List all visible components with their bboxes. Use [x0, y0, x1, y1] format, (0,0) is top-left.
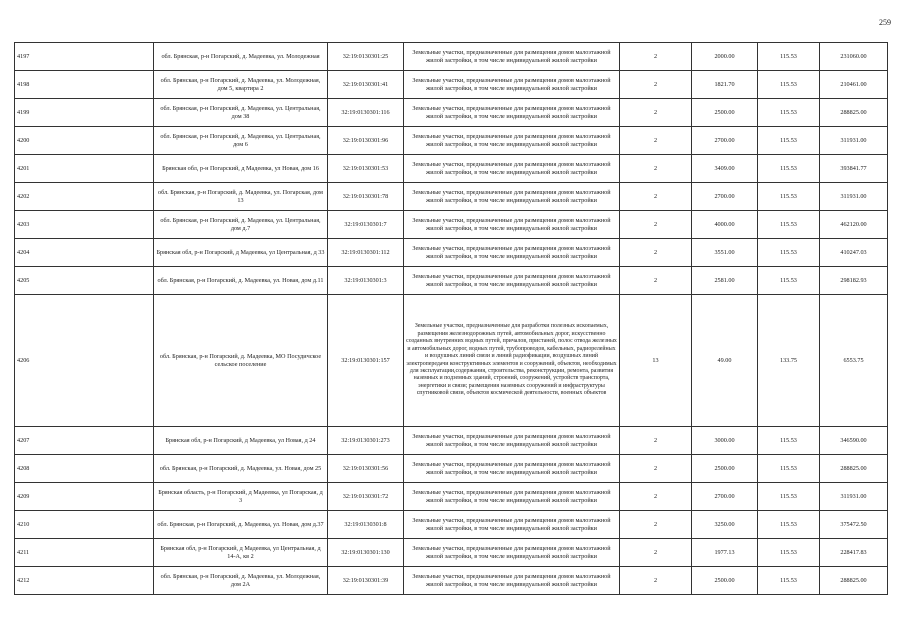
area-cell: 3000.00	[692, 427, 758, 455]
group-cell: 2	[620, 239, 692, 267]
land-use-cell: Земельные участки, предназначенные для размещения домов малоэтажной жилой застройки, в том числе индивидуальной жилой застройки	[404, 539, 620, 567]
specific-value-cell: 115.53	[758, 511, 820, 539]
address-cell: обл. Брянская, р-н Погарский, д. Мадеевка, ул. Молодежная	[154, 43, 328, 71]
cadastral-value-cell: 6553.75	[820, 295, 888, 427]
area-cell: 4000.00	[692, 211, 758, 239]
area-cell: 3409.00	[692, 155, 758, 183]
row-number: 4198	[15, 71, 154, 99]
land-use-cell: Земельные участки, предназначенные для размещения домов малоэтажной жилой застройки, в том числе индивидуальной жилой застройки	[404, 511, 620, 539]
specific-value-cell: 115.53	[758, 267, 820, 295]
row-number: 4201	[15, 155, 154, 183]
cadastral-value-cell: 288825.00	[820, 567, 888, 595]
specific-value-cell: 115.53	[758, 427, 820, 455]
address-cell: обл. Брянская, р-н Погарский, д. Мадеевка, ул. Молодежная, дом 2А	[154, 567, 328, 595]
group-cell: 2	[620, 183, 692, 211]
cadastral-value-cell: 311931.00	[820, 483, 888, 511]
group-cell: 2	[620, 267, 692, 295]
specific-value-cell: 115.53	[758, 239, 820, 267]
table-row	[15, 539, 888, 567]
land-use-cell: Земельные участки, предназначенные для размещения домов малоэтажной жилой застройки, в том числе индивидуальной жилой застройки	[404, 267, 620, 295]
area-cell: 2500.00	[692, 567, 758, 595]
row-number: 4202	[15, 183, 154, 211]
row-number: 4207	[15, 427, 154, 455]
group-cell: 2	[620, 511, 692, 539]
cadastral-number-cell: 32:19:0130301:273	[328, 427, 404, 455]
area-cell: 2500.00	[692, 99, 758, 127]
land-use-cell: Земельные участки, предназначенные для размещения домов малоэтажной жилой застройки, в том числе индивидуальной жилой застройки	[404, 239, 620, 267]
cadastral-value-cell: 346590.00	[820, 427, 888, 455]
table-row	[15, 71, 888, 99]
cadastral-value-cell: 311931.00	[820, 183, 888, 211]
land-use-cell: Земельные участки, предназначенные для размещения домов малоэтажной жилой застройки, в том числе индивидуальной жилой застройки	[404, 99, 620, 127]
address-cell: обл. Брянская, р-н Погарский, д. Мадеевка, ул. Погарская, дом 13	[154, 183, 328, 211]
specific-value-cell: 115.53	[758, 483, 820, 511]
cadastral-number-cell: 32:19:0130301:116	[328, 99, 404, 127]
land-use-cell: Земельные участки, предназначенные для размещения домов малоэтажной жилой застройки, в том числе индивидуальной жилой застройки	[404, 43, 620, 71]
address-cell: обл. Брянская, р-н Погарский, д. Мадеевка, ул. Центральная, дом 6	[154, 127, 328, 155]
cadastral-value-table	[14, 42, 888, 595]
table-row	[15, 455, 888, 483]
land-use-cell: Земельные участки, предназначенные для размещения домов малоэтажной жилой застройки, в том числе индивидуальной жилой застройки	[404, 127, 620, 155]
cadastral-value-cell: 298182.93	[820, 267, 888, 295]
row-number: 4204	[15, 239, 154, 267]
cadastral-number-cell: 32:19:0130301:53	[328, 155, 404, 183]
specific-value-cell: 115.53	[758, 99, 820, 127]
area-cell: 2700.00	[692, 127, 758, 155]
cadastral-number-cell: 32:19:0130301:112	[328, 239, 404, 267]
group-cell: 2	[620, 539, 692, 567]
cadastral-value-cell: 375472.50	[820, 511, 888, 539]
address-cell: обл. Брянская, р-н Погарский, д. Мадеевка, ул. Новая, дом д.11	[154, 267, 328, 295]
cadastral-value-cell: 410247.03	[820, 239, 888, 267]
cadastral-number-cell: 32:19:0130301:7	[328, 211, 404, 239]
address-cell: обл. Брянская, р-н Погарский, д. Мадеевка, ул. Новая, дом 25	[154, 455, 328, 483]
group-cell: 2	[620, 43, 692, 71]
area-cell: 2000.00	[692, 43, 758, 71]
table-row	[15, 99, 888, 127]
table-row	[15, 155, 888, 183]
land-use-cell: Земельные участки, предназначенные для размещения домов малоэтажной жилой застройки, в том числе индивидуальной жилой застройки	[404, 427, 620, 455]
cadastral-number-cell: 32:19:0130301:3	[328, 267, 404, 295]
area-cell: 3551.00	[692, 239, 758, 267]
row-number: 4210	[15, 511, 154, 539]
area-cell: 2500.00	[692, 455, 758, 483]
cadastral-number-cell: 32:19:0130301:157	[328, 295, 404, 427]
cadastral-number-cell: 32:19:0130301:72	[328, 483, 404, 511]
cadastral-number-cell: 32:19:0130301:41	[328, 71, 404, 99]
cadastral-number-cell: 32:19:0130301:130	[328, 539, 404, 567]
area-cell: 2581.00	[692, 267, 758, 295]
land-use-cell: Земельные участки, предназначенные для размещения домов малоэтажной жилой застройки, в том числе индивидуальной жилой застройки	[404, 567, 620, 595]
cadastral-value-cell: 288825.00	[820, 455, 888, 483]
address-cell: обл. Брянская, р-н Погарский, д. Мадеевка, ул. Центральная, дом д.7	[154, 211, 328, 239]
table-row	[15, 43, 888, 71]
cadastral-number-cell: 32:19:0130301:96	[328, 127, 404, 155]
row-number: 4208	[15, 455, 154, 483]
land-use-cell: Земельные участки, предназначенные для разработки полезных ископаемых, размещения железнодорожных путей, автомобильных дорог, искусственно созданных внутренних водных путей, причалов, пристаней, полос отвода железных и автомобильных дорог, водных путей, трубопроводов, кабельных, радиорелейных и воздушных линий связи и линий радиофикации, воздушных линий электропередачи конструктивных элементов и сооружений, объектов, необходимых для эксплуатации,содержания, строительства, реконструкции, ремонта, развития наземных и подземных зданий, строений, сооружений, устройств транспорта, энергетики и связи; размещения наземных сооружений и инфраструктуры спутниковой связи, объектов космической деятельности, военных объектов	[404, 295, 620, 427]
specific-value-cell: 133.75	[758, 295, 820, 427]
group-cell: 2	[620, 71, 692, 99]
table-row	[15, 183, 888, 211]
specific-value-cell: 115.53	[758, 127, 820, 155]
group-cell: 13	[620, 295, 692, 427]
table-row	[15, 511, 888, 539]
land-use-cell: Земельные участки, предназначенные для размещения домов малоэтажной жилой застройки, в том числе индивидуальной жилой застройки	[404, 483, 620, 511]
cadastral-value-cell: 210461.00	[820, 71, 888, 99]
address-cell: Брянская обл, р-н Погарский, д Мадеевка, ул Центральная, д 33	[154, 239, 328, 267]
cadastral-value-cell: 393841.77	[820, 155, 888, 183]
table-row	[15, 239, 888, 267]
table-row	[15, 211, 888, 239]
cadastral-number-cell: 32:19:0130301:25	[328, 43, 404, 71]
land-use-cell: Земельные участки, предназначенные для размещения домов малоэтажной жилой застройки, в том числе индивидуальной жилой застройки	[404, 183, 620, 211]
specific-value-cell: 115.53	[758, 183, 820, 211]
cadastral-value-cell: 228417.83	[820, 539, 888, 567]
specific-value-cell: 115.53	[758, 155, 820, 183]
table-row	[15, 427, 888, 455]
row-number: 4200	[15, 127, 154, 155]
row-number: 4197	[15, 43, 154, 71]
address-cell: Брянская область, р-н Погарский, д Мадеевка, ул Погарская, д 3	[154, 483, 328, 511]
row-number: 4205	[15, 267, 154, 295]
group-cell: 2	[620, 155, 692, 183]
table-row	[15, 127, 888, 155]
row-number: 4206	[15, 295, 154, 427]
cadastral-number-cell: 32:19:0130301:78	[328, 183, 404, 211]
area-cell: 2700.00	[692, 483, 758, 511]
cadastral-value-cell: 231060.00	[820, 43, 888, 71]
area-cell: 1821.70	[692, 71, 758, 99]
address-cell: Брянская обл, р-н Погарский, д Мадеевка, ул Новая, д 24	[154, 427, 328, 455]
group-cell: 2	[620, 427, 692, 455]
page-number: 259	[879, 18, 891, 27]
area-cell: 1977.13	[692, 539, 758, 567]
address-cell: обл. Брянская, р-н Погарский, д. Мадеевка, ул. Центральная, дом 38	[154, 99, 328, 127]
group-cell: 2	[620, 99, 692, 127]
table-row	[15, 483, 888, 511]
area-cell: 2700.00	[692, 183, 758, 211]
specific-value-cell: 115.53	[758, 539, 820, 567]
specific-value-cell: 115.53	[758, 211, 820, 239]
group-cell: 2	[620, 483, 692, 511]
land-use-cell: Земельные участки, предназначенные для размещения домов малоэтажной жилой застройки, в том числе индивидуальной жилой застройки	[404, 71, 620, 99]
row-number: 4209	[15, 483, 154, 511]
address-cell: обл. Брянская, р-н Погарский, д. Мадеевка, ул. Новая, дом д.37	[154, 511, 328, 539]
table-body	[15, 43, 888, 595]
group-cell: 2	[620, 211, 692, 239]
group-cell: 2	[620, 127, 692, 155]
table-row	[15, 295, 888, 427]
row-number: 4212	[15, 567, 154, 595]
address-cell: обл. Брянская, р-н Погарский, д. Мадеевка, ул. Молодежная, дом 5, квартира 2	[154, 71, 328, 99]
specific-value-cell: 115.53	[758, 567, 820, 595]
specific-value-cell: 115.53	[758, 455, 820, 483]
land-use-cell: Земельные участки, предназначенные для размещения домов малоэтажной жилой застройки, в том числе индивидуальной жилой застройки	[404, 211, 620, 239]
table-row	[15, 267, 888, 295]
address-cell: Брянская обл, р-н Погарский, д Мадеевка, ул Новая, дом 16	[154, 155, 328, 183]
cadastral-number-cell: 32:19:0130301:56	[328, 455, 404, 483]
group-cell: 2	[620, 455, 692, 483]
cadastral-number-cell: 32:19:0130301:39	[328, 567, 404, 595]
specific-value-cell: 115.53	[758, 71, 820, 99]
row-number: 4199	[15, 99, 154, 127]
specific-value-cell: 115.53	[758, 43, 820, 71]
address-cell: Брянская обл, р-н Погарский, д Мадеевка, ул Центральная, д 14-А, кв 2	[154, 539, 328, 567]
table-row	[15, 567, 888, 595]
cadastral-number-cell: 32:19:0130301:8	[328, 511, 404, 539]
address-cell: обл. Брянская, р-н Погарский, д. Мадеевка, МО Посудичское сельское поселение	[154, 295, 328, 427]
cadastral-value-cell: 288825.00	[820, 99, 888, 127]
land-use-cell: Земельные участки, предназначенные для размещения домов малоэтажной жилой застройки, в том числе индивидуальной жилой застройки	[404, 155, 620, 183]
area-cell: 49.00	[692, 295, 758, 427]
row-number: 4211	[15, 539, 154, 567]
land-use-cell: Земельные участки, предназначенные для размещения домов малоэтажной жилой застройки, в том числе индивидуальной жилой застройки	[404, 455, 620, 483]
row-number: 4203	[15, 211, 154, 239]
area-cell: 3250.00	[692, 511, 758, 539]
cadastral-value-cell: 462120.00	[820, 211, 888, 239]
cadastral-value-cell: 311931.00	[820, 127, 888, 155]
group-cell: 2	[620, 567, 692, 595]
